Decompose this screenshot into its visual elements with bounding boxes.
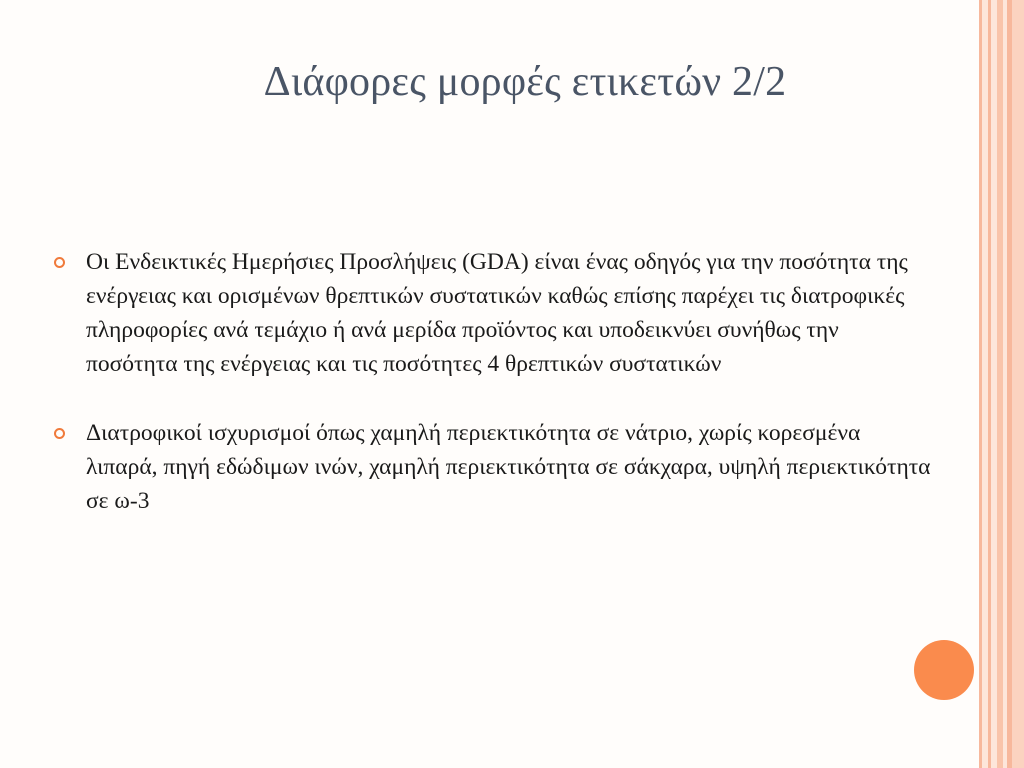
bullet-text: Οι Ενδεικτικές Ημερήσιες Προσλήψεις (GDA) είναι ένας οδηγός για την ποσότητα της ενέργειας και ορισμένων θρεπτικών συστατικών καθώς επίσης παρέχει τις διατροφικές πληροφορίες ανά τεμάχιο ή ανά μερίδα προϊόντος και υποδεικνύει συνήθως την ποσότητα της ενέργειας και τις ποσότητες 4 θρεπτικών συστατικών bbox=[86, 249, 908, 377]
bullet-item bbox=[52, 416, 932, 518]
bullet-list bbox=[52, 245, 932, 553]
bullet-text: Διατροφικοί ισχυρισμοί όπως χαμηλή περιεκτικότητα σε νάτριο, χωρίς κορεσμένα λιπαρά, πηγή εδώδιμων ινών, χαμηλή περιεκτικότητα σε σάκχαρα, υψηλή περιεκτικότητα σε ω-3 bbox=[86, 420, 931, 514]
decorative-stripe bbox=[1012, 0, 1024, 768]
slide-title: Διάφορες μορφές ετικετών 2/2 bbox=[263, 59, 787, 105]
decorative-circle bbox=[914, 640, 974, 700]
bullet-circle-icon bbox=[54, 428, 65, 439]
bullet-circle-icon bbox=[54, 257, 65, 268]
bullet-item bbox=[52, 245, 932, 381]
